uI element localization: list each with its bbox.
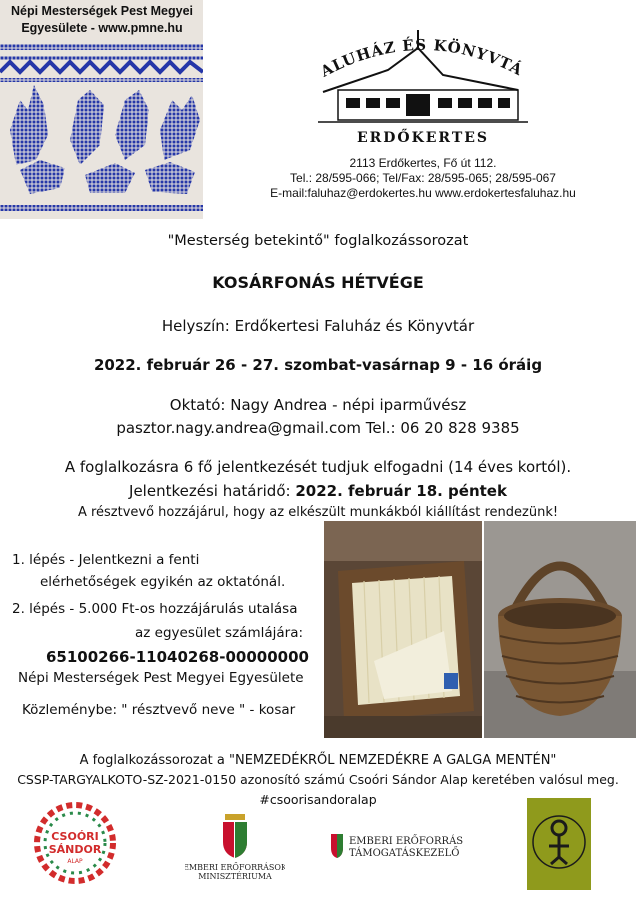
address-block <box>238 156 608 201</box>
emet-logo <box>327 828 467 868</box>
deadline-value: 2022. február 18. péntek <box>295 482 507 500</box>
event-teacher: Oktató: Nagy Andrea - népi iparművész <box>169 396 467 414</box>
hashtag: #csoorisandoralap <box>259 792 377 807</box>
teacher-contact: pasztor.nagy.andrea@gmail.com Tel.: 06 20 828 9385 <box>116 419 520 437</box>
account-owner: Népi Mesterségek Pest Megyei Egyesülete <box>18 670 304 686</box>
emmi-logo <box>185 812 285 882</box>
event-capacity: A foglalkozásra 6 fő jelentkezését tudjuk elfogadni (14 éves kortól). <box>64 458 572 476</box>
event-location: Helyszín: Erdőkertesi Faluház és Könyvtár <box>161 317 475 335</box>
address-line: 2113 Erdőkertes, Fő út 112. <box>349 156 497 170</box>
program-note: A foglalkozássorozat a "NEMZEDÉKRŐL NEMZEDÉKRE A GALGA MENTÉN" <box>79 753 557 768</box>
payment-memo: Közleménybe: " résztvevő neve " - kosar <box>22 702 296 718</box>
square-basket-photo <box>324 521 482 738</box>
faluhaz-logo <box>318 30 528 150</box>
org-name-line2: Egyesülete - www.pmne.hu <box>21 21 183 35</box>
csoori-sandor-logo <box>30 798 120 888</box>
org-name <box>2 3 202 37</box>
phone-line: Tel.: 28/595-066; Tel/Fax: 28/595-065; 28/595-067 <box>290 171 556 185</box>
step1-line2: elérhetőségek egyikén az oktatónál. <box>40 574 286 590</box>
logo-title: ALUHÁZ ÉS KÖNYVTÁ <box>318 35 526 81</box>
emmi-line2: MINISZTÉRIUMA <box>198 872 272 881</box>
svg-text:FALUHÁZ ÉS KÖNYVTÁR <box>318 30 526 81</box>
csoori-line3: ALAP <box>67 858 83 865</box>
email-web-line: E-mail:faluhaz@erdokertes.hu www.erdokertesfaluhaz.hu <box>270 186 576 200</box>
org-name-line1: Népi Mesterségek Pest Megyei <box>10 4 194 18</box>
event-date: 2022. február 26 - 27. szombat-vasárnap 9 - 16 óráig <box>93 356 543 374</box>
logo-subtitle: ERDŐKERTES <box>356 130 490 146</box>
csoori-line1: CSOÓRI <box>51 830 99 843</box>
deadline-label: Jelentkezési határidő: <box>129 482 296 500</box>
grant-note: CSSP-TARGYALKOTO-SZ-2021-0150 azonosító számú Csoóri Sándor Alap keretében valósul meg. <box>17 772 619 787</box>
house-drawing <box>318 30 528 150</box>
event-deadline <box>0 482 636 500</box>
series-title: "Mesterség betekintő" foglalkozássorozat <box>167 233 469 249</box>
emmi-line1: EMBERI ERŐFORRÁSOK <box>185 863 285 872</box>
csoori-line2: SÁNDOR <box>48 843 102 856</box>
bank-account: 65100266-11040268-00000000 <box>46 648 309 666</box>
emet-line1: EMBERI ERŐFORRÁS <box>349 836 464 847</box>
emet-line2: TÁMOGATÁSKEZELŐ <box>349 848 460 859</box>
step2-line1: 2. lépés - 5.000 Ft-os hozzájárulás utalása <box>12 601 298 617</box>
exhibit-note: A résztvevő hozzájárul, hogy az elkészült munkákból kiállítást rendezünk! <box>77 505 559 520</box>
round-basket-photo <box>484 521 636 738</box>
green-emblem-logo <box>527 798 591 890</box>
step2-line2: az egyesület számlájára: <box>135 625 304 641</box>
event-title: KOSÁRFONÁS HÉTVÉGE <box>212 273 424 292</box>
step1-line1: 1. lépés - Jelentkezni a fenti <box>12 552 200 568</box>
